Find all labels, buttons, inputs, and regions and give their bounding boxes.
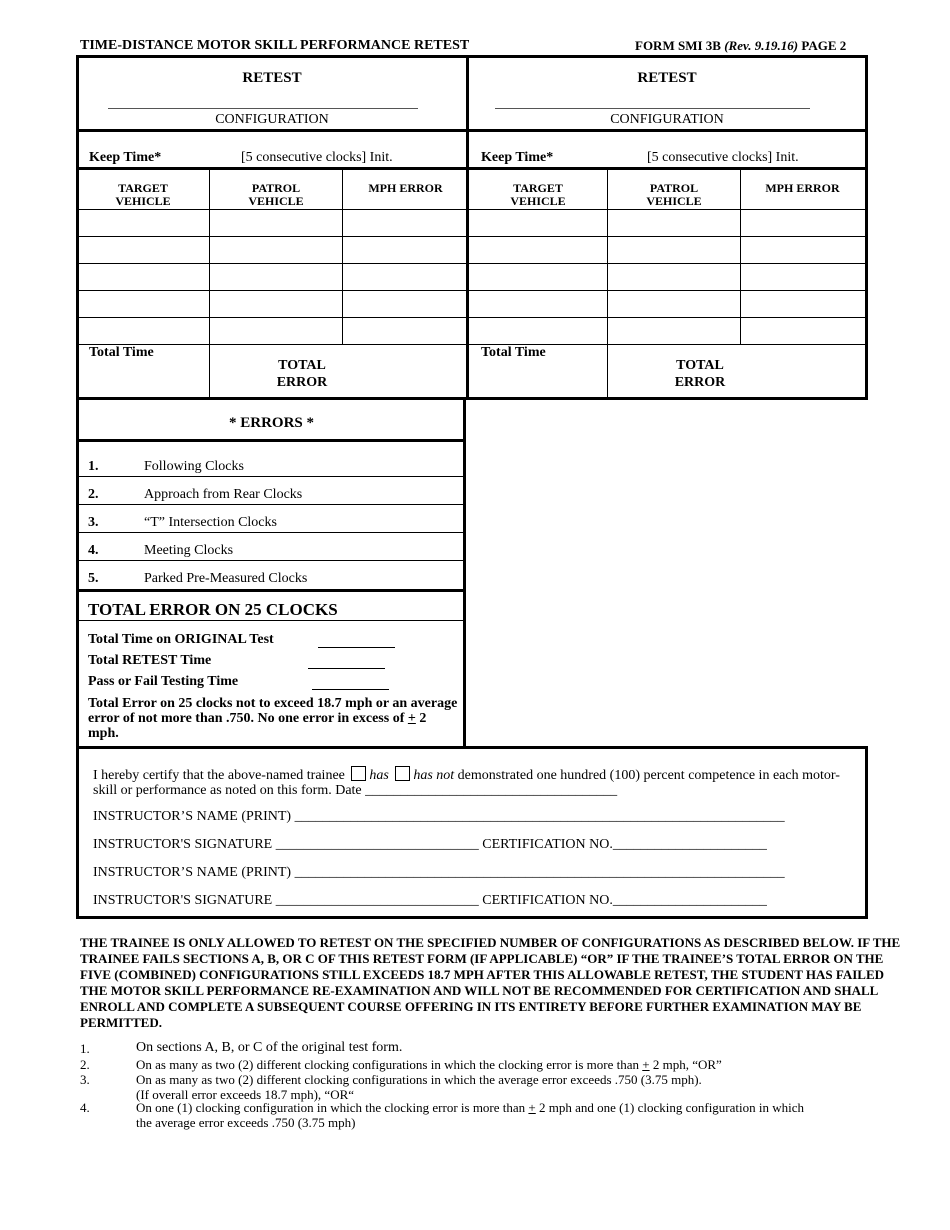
total-error-25-title: TOTAL ERROR ON 25 CLOCKS [88,600,338,619]
condition-3-a: On as many as two (2) different clocking configurations in which the average error exceeds .750 (3.75 mph). [136,1072,702,1087]
col-mph-right: MPH ERROR [765,181,840,195]
total-error-right: TOTAL ERROR [674,358,726,390]
error-label-3: “T” Intersection Clocks [144,515,277,530]
has-not-label: has not [413,768,455,783]
total-time-right: Total Time [481,345,546,360]
totals-note-a: Total Error on 25 clocks not to exceed 18.7 mph or an average error of not more than .750. No one error in excess of [88,696,458,726]
error-num-4: 4. [88,543,99,558]
error-label-2: Approach from Rear Clocks [144,487,303,502]
config-blank-right [495,108,810,109]
total-error-left: TOTAL ERROR [276,358,328,390]
retest-time-blank[interactable] [308,668,385,669]
cert-border-bottom [76,916,868,919]
original-time-label: Total Time on ORIGINAL Test [88,632,274,647]
error-line-3 [76,532,466,533]
pass-fail-label: Pass or Fail Testing Time [88,674,239,689]
form-number [635,38,846,54]
plus-minus-sign-4: + [528,1100,536,1115]
condition-text-1: On sections A, B, or C of the original test form. [136,1040,403,1055]
errors-border-left [76,398,79,748]
cert-border-right [865,746,868,919]
condition-num-2: 2. [80,1057,90,1072]
error-label-5: Parked Pre-Measured Clocks [144,571,308,586]
error-num-3: 3. [88,515,99,530]
error-label-1: Following Clocks [144,459,244,474]
condition-text-3 [136,1072,836,1102]
col-mph-left: MPH ERROR [368,181,443,195]
condition-num-3: 3. [80,1072,90,1087]
table-border-left [76,55,79,400]
totals-note [88,696,458,741]
has-label: has [369,768,389,783]
plus-minus-sign: + [407,711,416,726]
col-divider-r2 [740,169,741,344]
has-not-checkbox[interactable] [395,766,410,781]
col-patrol-left: PATROL VEHICLE [248,181,304,208]
colhead-divider [76,209,868,210]
error-label-4: Meeting Clocks [144,543,234,558]
col-target-right: TARGET VEHICLE [510,181,566,208]
error-num-5: 5. [88,571,99,586]
table-border-top [76,55,868,58]
config-blank-left [108,108,418,109]
form-title: TIME-DISTANCE MOTOR SKILL PERFORMANCE RETEST [80,38,470,53]
condition-text-4 [136,1100,816,1130]
condition-2-a: On as many as two (2) different clocking configurations in which the clocking error is more than [136,1057,643,1072]
condition-num-1: 1. [80,1041,90,1056]
col-divider-l1 [209,169,210,398]
cert-border-left [76,746,79,919]
instructor-signature-2[interactable]: INSTRUCTOR'S SIGNATURE _____________________________ CERTIFICATION NO.______________________ [93,893,767,908]
certification-statement [93,766,853,798]
error-num-2: 2. [88,487,99,502]
has-checkbox[interactable] [351,766,366,781]
form-prefix: FORM SMI 3B [635,38,725,53]
instructor-name-2[interactable]: INSTRUCTOR’S NAME (PRINT) ______________________________________________________________________ [93,865,785,880]
row-line-3 [76,290,868,291]
plus-minus-sign-2: + [642,1057,650,1072]
total-time-left: Total Time [89,345,154,360]
table-border-bottom [76,397,868,400]
table-border-right [865,55,868,400]
retest-title-right: RETEST [637,70,697,86]
condition-4-a: On one (1) clocking configuration in which the clocking error is more than [136,1100,529,1115]
error-line-1 [76,476,466,477]
retest-title-left: RETEST [242,70,302,86]
row-line-2 [76,263,868,264]
col-divider-l2 [342,169,343,344]
keep-note-left: [5 consecutive clocks] Init. [241,150,393,165]
config-label-right: CONFIGURATION [610,112,724,127]
form-revision: (Rev. 9.19.16) [724,38,799,53]
retest-time-label: Total RETEST Time [88,653,212,668]
page-number: PAGE 2 [798,38,847,53]
keep-note-right: [5 consecutive clocks] Init. [647,150,799,165]
table-center-divider [466,55,469,400]
condition-num-4: 4. [80,1100,90,1115]
error-num-1: 1. [88,459,99,474]
config-label-left: CONFIGURATION [215,112,329,127]
condition-3-b: (If overall error exceeds 18.7 mph), “OR“ [136,1087,355,1102]
col-patrol-right: PATROL VEHICLE [646,181,702,208]
condition-text-2 [136,1057,836,1072]
condition-2-b: 2 mph, “OR” [649,1057,722,1072]
row-line-5 [76,344,868,345]
config-divider [76,129,868,132]
cert-text-b: demonstrated one hundred (100) percent competence in each motor-skill or performance as noted on this form. Date ____________________________________ [93,768,840,798]
instructor-name-1[interactable]: INSTRUCTOR’S NAME (PRINT) ______________________________________________________________________ [93,809,785,824]
errors-title: * ERRORS * [228,415,314,431]
error-line-2 [76,504,466,505]
error-line-5 [76,589,466,592]
totals-divider [76,620,466,621]
pass-fail-blank[interactable] [312,689,389,690]
col-target-left: TARGET VEHICLE [115,181,171,208]
row-line-4 [76,317,868,318]
totals-note-b: 2 mph. [88,711,427,741]
errors-title-divider [76,439,466,442]
keep-time-divider [76,167,868,170]
col-divider-r1 [607,169,608,398]
keep-time-left: Keep Time* [89,150,162,165]
instructor-signature-1[interactable]: INSTRUCTOR'S SIGNATURE _____________________________ CERTIFICATION NO.______________________ [93,837,767,852]
cert-border-top [76,746,868,749]
keep-time-right: Keep Time* [481,150,554,165]
condition-4-b: 2 mph and one (1) clocking configuration in which the average error exceeds .750 (3.75 mph) [136,1100,805,1130]
cert-text-a: I hereby certify that the above-named trainee [93,768,345,783]
original-time-blank[interactable] [318,647,395,648]
retest-notice: THE TRAINEE IS ONLY ALLOWED TO RETEST ON THE SPECIFIED NUMBER OF CONFIGURATIONS AS DESCRIBED BELOW. IF THE TRAINEE FAILS SECTIONS A, B, OR C OF THIS RETEST FORM (IF APPLICABLE) “OR” IF THE TRAINEE’S TOTAL ERROR ON THE FIVE (COMBINED) CONFIGURATIONS STILL EXCEEDS 18.7 MPH AFTER THIS ALLOWABLE RETEST, THE STUDENT HAS FAILED THE MOTOR SKILL PERFORMANCE RE-EXAMINATION AND WILL NOT BE RECOMMENDED FOR CERTIFICATION AND SHALL ENROLL AND COMPLETE A SUBSEQUENT COURSE OFFERING IN ITS ENTIRETY BEFORE FURTHER EXAMINATION MAY BE PERMITTED. [80,935,901,1030]
error-line-4 [76,560,466,561]
errors-border-right [463,398,466,748]
row-line-1 [76,236,868,237]
